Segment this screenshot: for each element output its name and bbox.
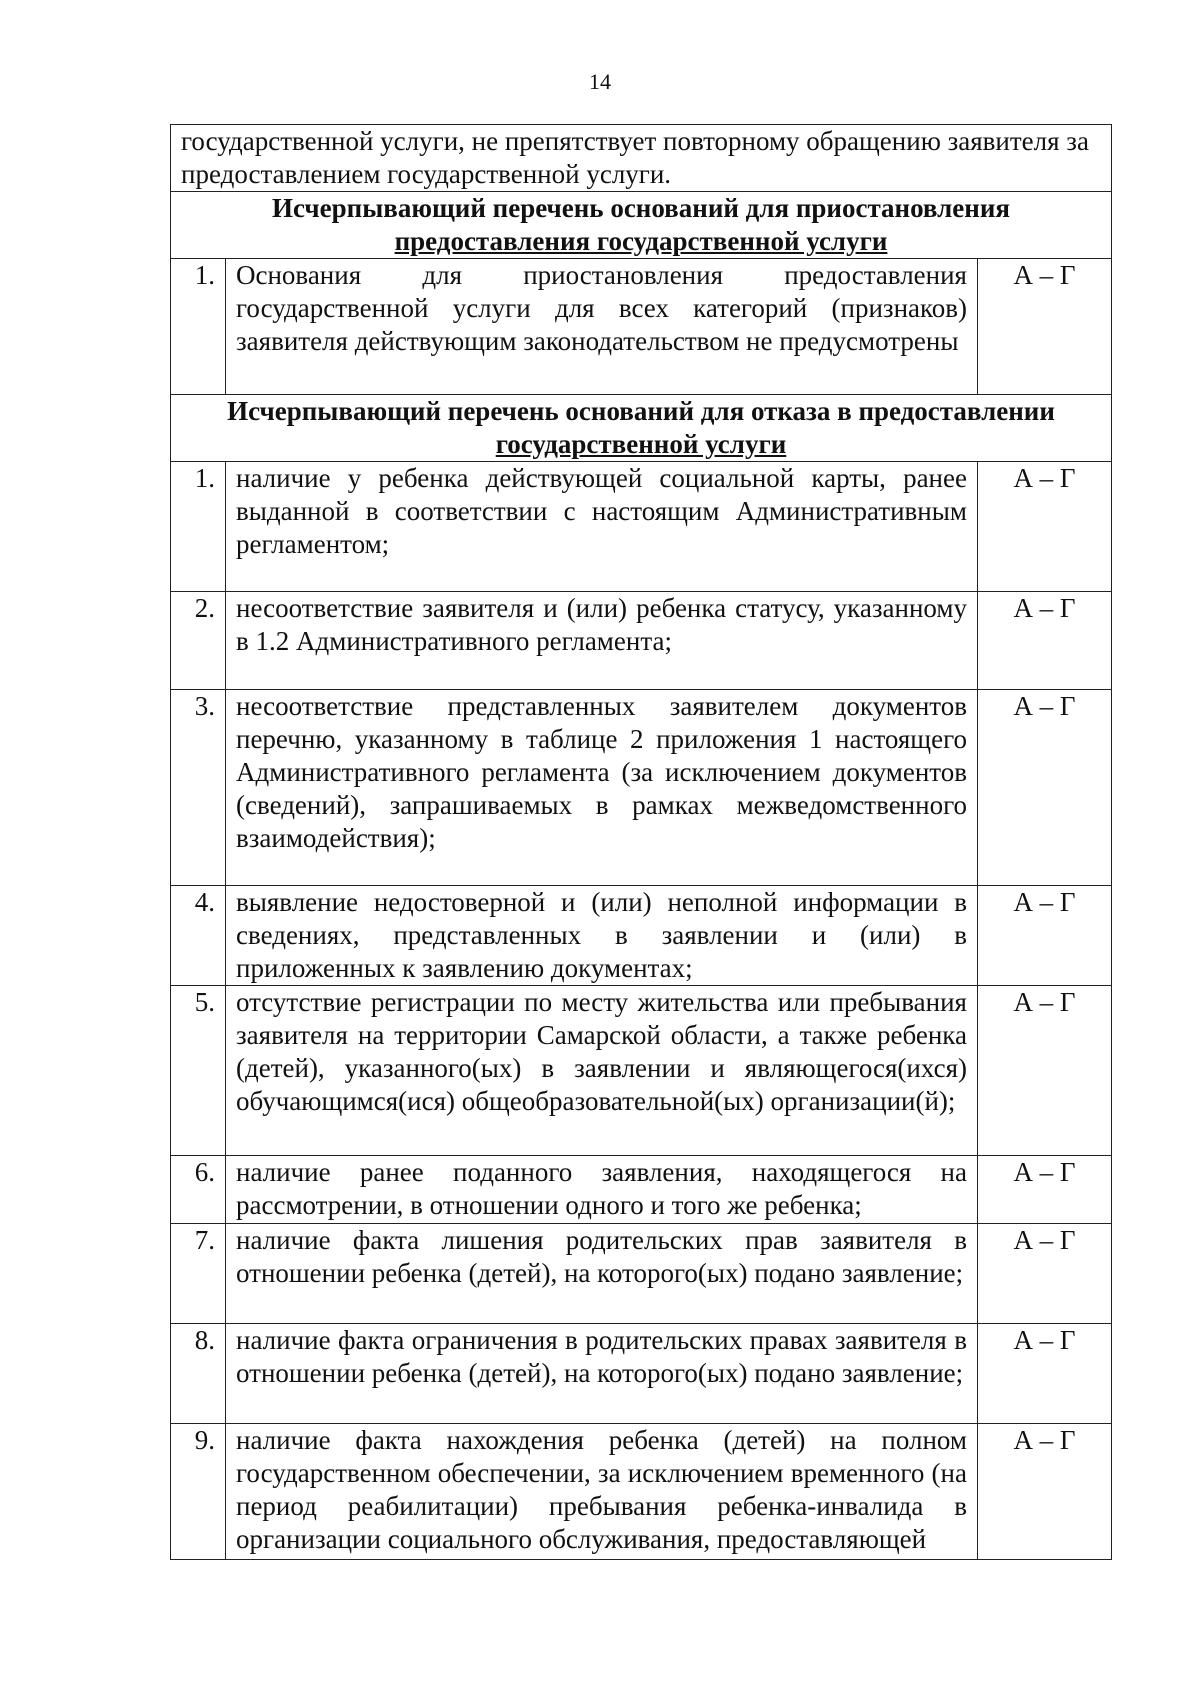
row-category: А – Г	[977, 1424, 1111, 1560]
refusal-row-6	[171, 1156, 1112, 1224]
row-number: 6.	[171, 1156, 226, 1224]
refusal-row-3	[171, 690, 1112, 886]
row-text: наличие ранее поданного заявления, находящегося на рассмотрении, в отношении одного и того же ребенка;	[226, 1156, 978, 1224]
row-number: 1.	[171, 462, 226, 592]
refusal-row-7	[171, 1224, 1112, 1324]
row-text: наличие у ребенка действующей социальной карты, ранее выданной в соответствии с настоящим Административным регламентом;	[226, 462, 978, 592]
refusal-row-1	[171, 462, 1112, 592]
row-text: наличие факта нахождения ребенка (детей) на полном государственном обеспечении, за исключением временного (на период реабилитации) пребывания ребенка-инвалида в организации социального обслуживания, предоставляющей	[226, 1424, 978, 1560]
refusal-row-9	[171, 1424, 1112, 1560]
heading-suspension-line2: предоставления государственной услуги	[394, 226, 888, 256]
row-text: наличие факта ограничения в родительских правах заявителя в отношении ребенка (детей), на которого(ых) подано заявление;	[226, 1324, 978, 1424]
continuation-row	[171, 125, 1112, 192]
row-category: А – Г	[977, 986, 1111, 1156]
row-text: выявление недостоверной и (или) неполной информации в сведениях, представленных в заявлении и (или) в приложенных к заявлению документах;	[226, 886, 978, 986]
refusal-row-4	[171, 886, 1112, 986]
row-number: 2.	[171, 592, 226, 690]
suspension-row	[171, 259, 1112, 395]
section-heading-refusal	[171, 395, 1112, 462]
refusal-row-8	[171, 1324, 1112, 1424]
row-category: А – Г	[977, 592, 1111, 690]
row-number: 3.	[171, 690, 226, 886]
row-category: А – Г	[977, 1156, 1111, 1224]
row-number: 4.	[171, 886, 226, 986]
row-category: А – Г	[977, 886, 1111, 986]
row-category: А – Г	[977, 259, 1111, 395]
row-category: А – Г	[977, 690, 1111, 886]
refusal-row-2	[171, 592, 1112, 690]
row-category: А – Г	[977, 462, 1111, 592]
heading-refusal-line1: Исчерпывающий перечень оснований для отказа в предоставлении	[227, 396, 1055, 426]
row-text: несоответствие представленных заявителем документов перечню, указанному в таблице 2 приложения 1 настоящего Административного регламента (за исключением документов (сведений), запрашиваемых в рамках межведомственного взаимодействия);	[226, 690, 978, 886]
row-text: наличие факта лишения родительских прав заявителя в отношении ребенка (детей), на которого(ых) подано заявление;	[226, 1224, 978, 1324]
row-category: А – Г	[977, 1224, 1111, 1324]
grounds-table	[170, 124, 1112, 1560]
row-text: Основания для приостановления предоставления государственной услуги для всех категорий (признаков) заявителя действующим законодательством не предусмотрены	[226, 259, 978, 395]
refusal-row-5	[171, 986, 1112, 1156]
heading-refusal-line2: государственной услуги	[495, 429, 787, 459]
page-number: 14	[589, 69, 611, 94]
row-category: А – Г	[977, 1324, 1111, 1424]
section-heading-suspension	[171, 192, 1112, 259]
row-text: отсутствие регистрации по месту жительства или пребывания заявителя на территории Самарской области, а также ребенка (детей), указанного(ых) в заявлении и являющегося(ихся) обучающимся(ися) общеобразовательной(ых) организации(й);	[226, 986, 978, 1156]
row-number: 5.	[171, 986, 226, 1156]
row-number: 7.	[171, 1224, 226, 1324]
heading-suspension-line1: Исчерпывающий перечень оснований для приостановления	[271, 193, 1011, 223]
row-number: 1.	[171, 259, 226, 395]
row-text: несоответствие заявителя и (или) ребенка статусу, указанному в 1.2 Административного регламента;	[226, 592, 978, 690]
row-number: 8.	[171, 1324, 226, 1424]
row-number: 9.	[171, 1424, 226, 1560]
continuation-text: государственной услуги, не препятствует повторному обращению заявителя за предоставлением государственной услуги.	[171, 125, 1112, 192]
